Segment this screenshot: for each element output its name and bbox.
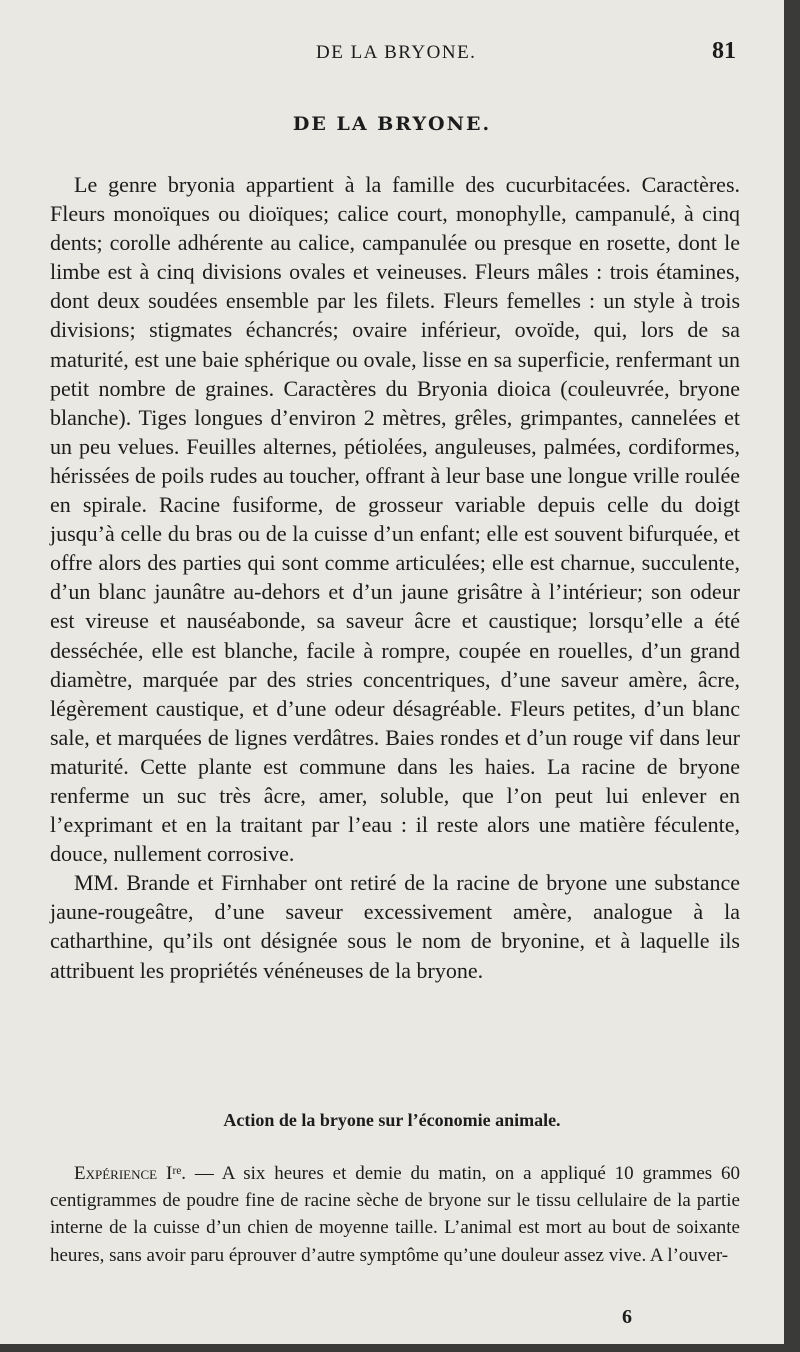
signature-mark: 6 [622, 1306, 632, 1328]
paragraph-characteristics: Le genre bryonia appartient à la famille des cucurbitacées. Caractères. Fleurs monoïques ou dioïques; calice court, monophylle, campanulé, à cinq dents; corolle adhérente au calice, campanulée ou presque en rosette, dont le limbe est à cinq divisions ovales et veineuses. Fleurs mâles : trois étamines, dont deux soudées ensemble par les filets. Fleurs femelles : un style à trois divisions; stigmates échancrés; ovaire inférieur, ovoïde, qui, lors de sa maturité, est une baie sphérique ou ovale, lisse en sa superficie, renfermant un petit nombre de graines. Caractères du Bryonia dioica (couleuvrée, bryone blanche). Tiges longues d’environ 2 mètres, grêles, grimpantes, cannelées et un peu velues. Feuilles alternes, pétiolées, anguleuses, palmées, cordiformes, hérissées de poils rudes au toucher, offrant à leur base une longue vrille roulée en spirale. Racine fusiforme, de grosseur variable depuis celle du doigt jusqu’à celle du bras ou de la cuisse d’un enfant; elle est souvent bifurquée, et offre alors des parties qui sont comme articulées; elle est charnue, succulente, d’un blanc jaunâtre au-dehors et d’un jaune grisâtre à l’intérieur; son odeur est vireuse et nauséabonde, sa saveur âcre et caustique; lorsqu’elle a été desséchée, elle est blanche, facile à rompre, coupée en rouelles, d’un grand diamètre, marquée par des stries concentriques, d’une saveur amère, âcre, légèrement caustique, et d’une odeur désagréable. Fleurs petites, d’un blanc sale, et marquées de lignes verdâtres. Baies rondes et d’un rouge vif dans leur maturité. Cette plante est commune dans les haies. La racine de bryone renferme un suc très âcre, amer, soluble, que l’on peut lui enlever en l’exprimant et en la traitant par l’eau : il reste alors une matière féculente, douce, nullement corrosive. [50, 172, 740, 867]
experiment-block [50, 1160, 740, 1269]
experiment-number: Iʳᵉ. [165, 1163, 187, 1184]
action-heading: Action de la bryone sur l’économie animale. [223, 1110, 561, 1130]
page-number: 81 [712, 38, 736, 64]
section-title: DE LA BRYONE. [292, 113, 492, 135]
experiment-label: Expérience [74, 1163, 158, 1184]
experiment-text: — A six heures et demie du matin, on a appliqué 10 grammes 60 centigrammes de poudre fine de racine sèche de bryone sur le tissu cellulaire de la partie interne de la cuisse d’un chien de moyenne taille. L’animal est mort au bout de soixante heures, sans avoir paru éprouver d’autre symptôme qu’une douleur assez vive. A l’ouver- [50, 1163, 741, 1266]
paragraph-bryonine: MM. Brande et Firnhaber ont retiré de la racine de bryone une substance jaune-rougeâtre, d’une saveur excessivement amère, analogue à la catharthine, qu’ils ont désignée sous le nom de bryonine, et à laquelle ils attribuent les propriétés vénéneuses de la bryone. [50, 870, 740, 983]
page-header [0, 38, 784, 72]
running-title: DE LA BRYONE. [316, 42, 477, 63]
experiment-paragraph [50, 1160, 740, 1269]
body-text [50, 170, 740, 985]
